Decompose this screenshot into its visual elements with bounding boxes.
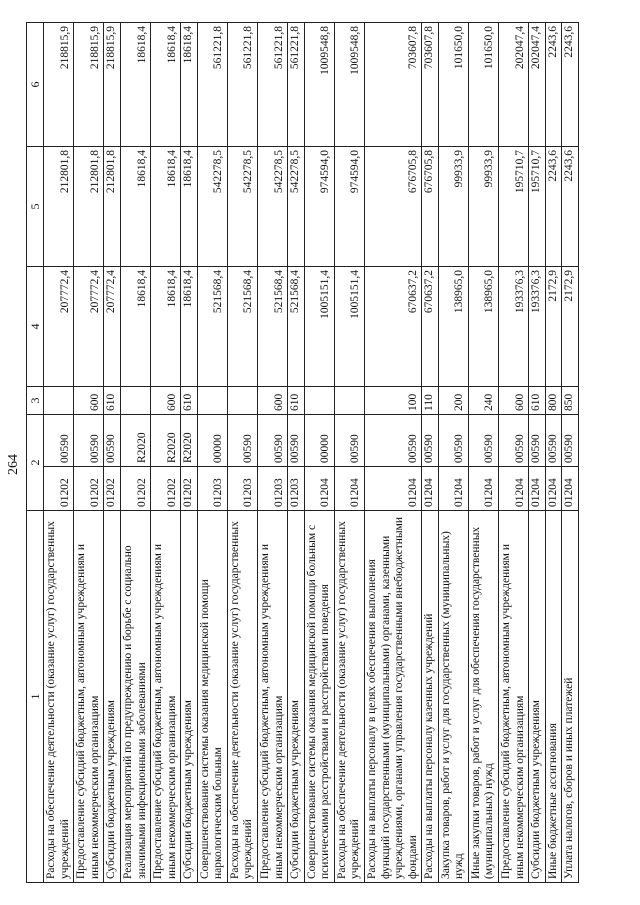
row-value-col6: 561221,8 <box>197 23 227 147</box>
table-row <box>438 23 468 883</box>
row-value-col6: 101650,0 <box>468 23 498 147</box>
row-value-col4: 521568,4 <box>288 267 305 387</box>
row-target-code: R2020 <box>120 415 150 467</box>
row-target-code: 00590 <box>422 415 439 467</box>
row-value-col5: 18618,4 <box>151 147 181 267</box>
row-value-col6: 1009548,8 <box>334 23 364 147</box>
row-value-col4: 207772,4 <box>74 267 104 387</box>
row-value-col5: 212801,8 <box>44 147 74 267</box>
row-value-col5: 542278,5 <box>227 147 257 267</box>
row-name: Иные закупки товаров, работ и услуг для обеспечения государственных (муниципальных) нужд <box>468 511 498 883</box>
row-expense-type <box>227 387 257 415</box>
table-row <box>288 23 305 883</box>
row-target-code: 00590 <box>438 415 468 467</box>
table-row <box>562 23 579 883</box>
row-value-col6: 561221,8 <box>288 23 305 147</box>
row-target-code: 00590 <box>334 415 364 467</box>
row-value-col6: 218815,9 <box>74 23 104 147</box>
row-expense-type: 610 <box>104 387 121 415</box>
table-row <box>364 23 421 883</box>
row-target-code: 00590 <box>499 415 529 467</box>
row-expense-type: 240 <box>468 387 498 415</box>
row-name: Предоставление субсидий бюджетным, автономным учреждениям и иным некоммерческим организациям <box>151 511 181 883</box>
page-number: 264 <box>6 454 21 475</box>
table-row <box>468 23 498 883</box>
row-value-col5: 195710,7 <box>499 147 529 267</box>
header-col-5: 5 <box>27 147 44 267</box>
table-row <box>120 23 150 883</box>
row-value-col6: 561221,8 <box>227 23 257 147</box>
table-row <box>151 23 181 883</box>
row-section-code: 01203 <box>288 467 305 511</box>
row-value-col6: 703607,8 <box>364 23 421 147</box>
row-expense-type: 200 <box>438 387 468 415</box>
row-expense-type: 800 <box>545 387 562 415</box>
row-name: Расходы на обеспечение деятельности (оказание услуг) государственных учреждений <box>44 511 74 883</box>
row-target-code: 00590 <box>104 415 121 467</box>
table-row <box>197 23 227 883</box>
row-name: Субсидии бюджетным учреждениям <box>529 511 546 883</box>
row-value-col5: 542278,5 <box>288 147 305 267</box>
row-section-code: 01204 <box>545 467 562 511</box>
row-section-code: 01202 <box>151 467 181 511</box>
row-section-code: 01203 <box>197 467 227 511</box>
row-value-col6: 202047,4 <box>499 23 529 147</box>
row-section-code: 01204 <box>562 467 579 511</box>
row-name: Субсидии бюджетным учреждениям <box>288 511 305 883</box>
row-target-code: 00590 <box>74 415 104 467</box>
row-value-col4: 1005151,4 <box>334 267 364 387</box>
row-section-code: 01202 <box>74 467 104 511</box>
table-row <box>44 23 74 883</box>
row-name: Уплата налогов, сборов и иных платежей <box>562 511 579 883</box>
row-value-col5: 99933,9 <box>438 147 468 267</box>
row-target-code: 00590 <box>44 415 74 467</box>
row-section-code: 01204 <box>422 467 439 511</box>
row-value-col5: 212801,8 <box>104 147 121 267</box>
row-value-col5: 676705,8 <box>364 147 421 267</box>
row-value-col6: 218815,9 <box>44 23 74 147</box>
table-row <box>74 23 104 883</box>
row-value-col4: 2172,9 <box>545 267 562 387</box>
row-name: Совершенствование системы оказания медицинской помощи наркологическим больным <box>197 511 227 883</box>
row-section-code: 01203 <box>227 467 257 511</box>
row-value-col6: 202047,4 <box>529 23 546 147</box>
table-row <box>499 23 529 883</box>
row-value-col5: 974594,0 <box>304 147 334 267</box>
row-section-code: 01204 <box>468 467 498 511</box>
row-section-code: 01202 <box>181 467 198 511</box>
row-value-col4: 670637,2 <box>364 267 421 387</box>
table-row <box>104 23 121 883</box>
row-value-col5: 212801,8 <box>74 147 104 267</box>
row-value-col6: 2243,6 <box>545 23 562 147</box>
row-name: Предоставление субсидий бюджетным, автономным учреждениям и иным некоммерческим организациям <box>74 511 104 883</box>
row-target-code: 00590 <box>562 415 579 467</box>
row-value-col5: 2243,6 <box>562 147 579 267</box>
row-name: Совершенствование системы оказания медицинской помощи больным с психическими расстройствами и расстройствами поведения <box>304 511 334 883</box>
header-col-1: 1 <box>27 511 44 883</box>
table-row <box>529 23 546 883</box>
row-value-col4: 207772,4 <box>104 267 121 387</box>
row-section-code: 01203 <box>258 467 288 511</box>
row-name: Субсидии бюджетным учреждениям <box>104 511 121 883</box>
row-expense-type <box>197 387 227 415</box>
row-value-col4: 521568,4 <box>227 267 257 387</box>
row-value-col4: 193376,3 <box>499 267 529 387</box>
budget-table <box>26 22 579 883</box>
table-row <box>181 23 198 883</box>
row-name: Реализация мероприятий по предупреждению и борьбе с социально значимыми инфекционными заболеваниями <box>120 511 150 883</box>
row-expense-type: 610 <box>529 387 546 415</box>
row-value-col6: 703607,8 <box>422 23 439 147</box>
row-value-col6: 101650,0 <box>438 23 468 147</box>
row-value-col4: 18618,4 <box>181 267 198 387</box>
row-value-col4: 138965,0 <box>438 267 468 387</box>
row-section-code: 01204 <box>529 467 546 511</box>
table-row <box>304 23 334 883</box>
table-row <box>258 23 288 883</box>
row-name: Предоставление субсидий бюджетным, автономным учреждениям и иным некоммерческим организациям <box>258 511 288 883</box>
header-col-4: 4 <box>27 267 44 387</box>
row-value-col4: 670637,2 <box>422 267 439 387</box>
row-value-col5: 974594,0 <box>334 147 364 267</box>
row-expense-type <box>334 387 364 415</box>
row-name: Расходы на обеспечение деятельности (оказание услуг) государственных учреждений <box>227 511 257 883</box>
row-value-col4: 521568,4 <box>197 267 227 387</box>
row-value-col6: 218815,9 <box>104 23 121 147</box>
row-value-col5: 542278,5 <box>258 147 288 267</box>
header-col-3: 3 <box>27 387 44 415</box>
row-expense-type: 110 <box>422 387 439 415</box>
row-section-code: 01202 <box>44 467 74 511</box>
row-value-col4: 18618,4 <box>120 267 150 387</box>
table-row <box>227 23 257 883</box>
row-value-col6: 18618,4 <box>120 23 150 147</box>
row-section-code: 01204 <box>304 467 334 511</box>
row-name: Закупка товаров, работ и услуг для государственных (муниципальных) нужд <box>438 511 468 883</box>
row-target-code: 00590 <box>258 415 288 467</box>
row-target-code: 00000 <box>304 415 334 467</box>
row-value-col5: 99933,9 <box>468 147 498 267</box>
row-name: Иные бюджетные ассигнования <box>545 511 562 883</box>
row-target-code: 00590 <box>364 415 421 467</box>
row-target-code: 00000 <box>197 415 227 467</box>
row-section-code: 01204 <box>334 467 364 511</box>
row-value-col5: 542278,5 <box>197 147 227 267</box>
row-value-col6: 18618,4 <box>151 23 181 147</box>
row-value-col5: 18618,4 <box>181 147 198 267</box>
row-value-col6: 561221,8 <box>258 23 288 147</box>
table-row <box>334 23 364 883</box>
row-value-col5: 18618,4 <box>120 147 150 267</box>
row-section-code: 01204 <box>499 467 529 511</box>
row-expense-type: 600 <box>74 387 104 415</box>
row-expense-type <box>304 387 334 415</box>
row-section-code: 01204 <box>364 467 421 511</box>
header-row <box>27 23 44 883</box>
row-value-col6: 18618,4 <box>181 23 198 147</box>
row-value-col4: 1005151,4 <box>304 267 334 387</box>
row-value-col6: 2243,6 <box>562 23 579 147</box>
row-value-col5: 195710,7 <box>529 147 546 267</box>
table-row <box>422 23 439 883</box>
row-expense-type: 850 <box>562 387 579 415</box>
row-value-col4: 2172,9 <box>562 267 579 387</box>
row-value-col5: 2243,6 <box>545 147 562 267</box>
row-value-col6: 1009548,8 <box>304 23 334 147</box>
row-target-code: 00590 <box>227 415 257 467</box>
row-name: Расходы на выплаты персоналу в целях обеспечения выполнения функций государственными (муниципальными) органами, казенными учреждениями, органами управления государственными внебюджетными фондами <box>364 511 421 883</box>
row-expense-type: 100 <box>364 387 421 415</box>
row-value-col4: 18618,4 <box>151 267 181 387</box>
row-value-col4: 138965,0 <box>468 267 498 387</box>
row-expense-type: 600 <box>499 387 529 415</box>
row-target-code: R2020 <box>151 415 181 467</box>
row-value-col4: 193376,3 <box>529 267 546 387</box>
row-name: Расходы на обеспечение деятельности (оказание услуг) государственных учреждений <box>334 511 364 883</box>
row-value-col5: 676705,8 <box>422 147 439 267</box>
row-section-code: 01204 <box>438 467 468 511</box>
row-section-code: 01202 <box>120 467 150 511</box>
header-col-2: 2 <box>27 415 44 511</box>
table-row <box>545 23 562 883</box>
row-expense-type: 600 <box>258 387 288 415</box>
row-value-col4: 207772,4 <box>44 267 74 387</box>
row-target-code: 00590 <box>288 415 305 467</box>
row-expense-type: 610 <box>288 387 305 415</box>
row-expense-type <box>44 387 74 415</box>
row-target-code: 00590 <box>468 415 498 467</box>
row-target-code: R2020 <box>181 415 198 467</box>
row-name: Субсидии бюджетным учреждениям <box>181 511 198 883</box>
row-expense-type: 600 <box>151 387 181 415</box>
row-expense-type: 610 <box>181 387 198 415</box>
row-name: Расходы на выплаты персоналу казенных учреждений <box>422 511 439 883</box>
row-value-col4: 521568,4 <box>258 267 288 387</box>
row-section-code: 01202 <box>104 467 121 511</box>
row-target-code: 00590 <box>529 415 546 467</box>
row-expense-type <box>120 387 150 415</box>
header-col-6: 6 <box>27 23 44 147</box>
row-name: Предоставление субсидий бюджетным, автономным учреждениям и иным некоммерческим организациям <box>499 511 529 883</box>
row-target-code: 00590 <box>545 415 562 467</box>
